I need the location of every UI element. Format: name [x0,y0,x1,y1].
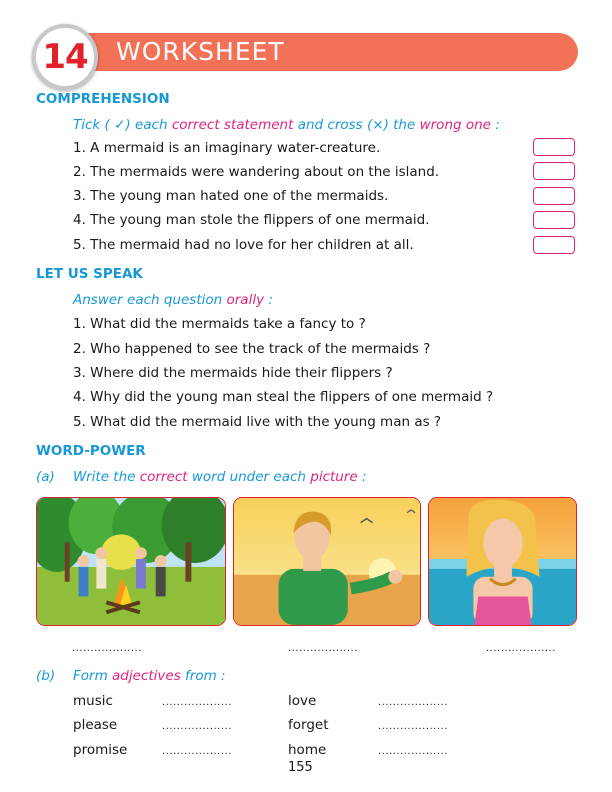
adjective-blank[interactable]: ................... [162,746,232,757]
comprehension-heading: COMPREHENSION [36,91,170,107]
word-love: love [288,693,317,709]
statement: 2. The mermaids were wandering about on the island. [73,164,440,180]
answer-blank-2[interactable]: ................... [288,643,358,654]
page-title: WORKSHEET [116,37,285,66]
comprehension-instruction: Tick ( ✓) each correct statement and cross (×) the wrong one : [73,117,500,133]
word-music: music [73,693,113,709]
wordpower-heading: WORD-POWER [36,443,146,459]
adjective-blank[interactable]: ................... [378,697,448,708]
word-promise: promise [73,742,128,758]
word-home: home [288,742,327,758]
speak-heading: LET US SPEAK [36,266,143,282]
question: 2. Who happened to see the track of the mermaids ? [73,341,431,357]
adjective-blank[interactable]: ................... [378,746,448,757]
picture-mermaid [428,497,577,626]
question: 5. What did the mermaid live with the young man as ? [73,414,442,430]
question: 4. Why did the young man steal the flippers of one mermaid ? [73,389,494,405]
statement: 5. The mermaid had no love for her children at all. [73,237,414,253]
adjective-blank[interactable]: ................... [162,721,232,732]
answer-box-4[interactable] [533,211,575,229]
picture-bonfire [36,497,226,626]
wordpower-a-label: (a) [36,469,55,485]
picture-young-man [233,497,421,626]
statement: 4. The young man stole the flippers of one mermaid. [73,212,430,228]
question: 3. Where did the mermaids hide their flippers ? [73,365,393,381]
chapter-number: 14 [42,37,88,77]
adjective-blank[interactable]: ................... [162,697,232,708]
wordpower-a-instruction: Write the correct word under each picture : [73,469,367,485]
answer-box-3[interactable] [533,187,575,205]
speak-instruction: Answer each question orally : [73,292,273,308]
answer-box-5[interactable] [533,236,575,254]
word-forget: forget [288,717,329,733]
cross-symbol: × [372,117,384,133]
statement: 3. The young man hated one of the mermaids. [73,188,389,204]
answer-box-1[interactable] [533,138,575,156]
answer-blank-1[interactable]: ................... [72,643,142,654]
wordpower-b-instruction: Form adjectives from : [73,668,226,684]
page-number: 155 [288,760,313,775]
statement: 1. A mermaid is an imaginary water-creature. [73,140,381,156]
adjective-blank[interactable]: ................... [378,721,448,732]
wordpower-b-label: (b) [36,668,56,684]
question: 1. What did the mermaids take a fancy to ? [73,316,366,332]
chapter-badge [32,24,98,90]
answer-blank-3[interactable]: ................... [486,643,556,654]
word-please: please [73,717,118,733]
tick-symbol: ✓ [114,117,126,133]
answer-box-2[interactable] [533,162,575,180]
